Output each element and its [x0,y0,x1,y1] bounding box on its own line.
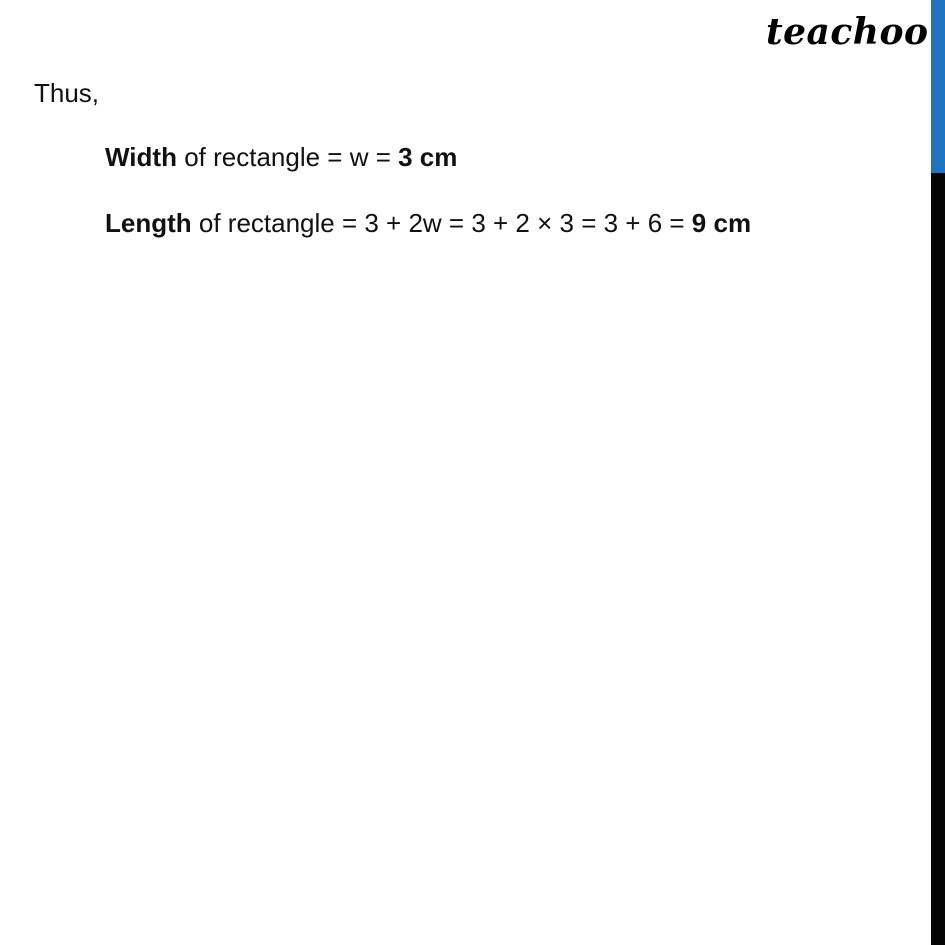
length-statement [105,208,751,239]
width-label: Width [105,142,177,172]
intro-text: Thus, [34,78,100,108]
teachoo-logo: teachoo [766,11,929,53]
side-accent-bar-blue [931,0,945,173]
length-label: Length [105,208,192,238]
width-text: of rectangle = w = [176,142,399,172]
side-accent-bar-black [931,173,945,945]
length-text: of rectangle = 3 + 2w = 3 + 2 × 3 = 3 + 6 = [191,208,692,238]
width-statement [105,142,457,173]
width-value: 3 cm [398,142,458,172]
length-value: 9 cm [691,208,752,238]
side-accent-bar [931,0,945,945]
